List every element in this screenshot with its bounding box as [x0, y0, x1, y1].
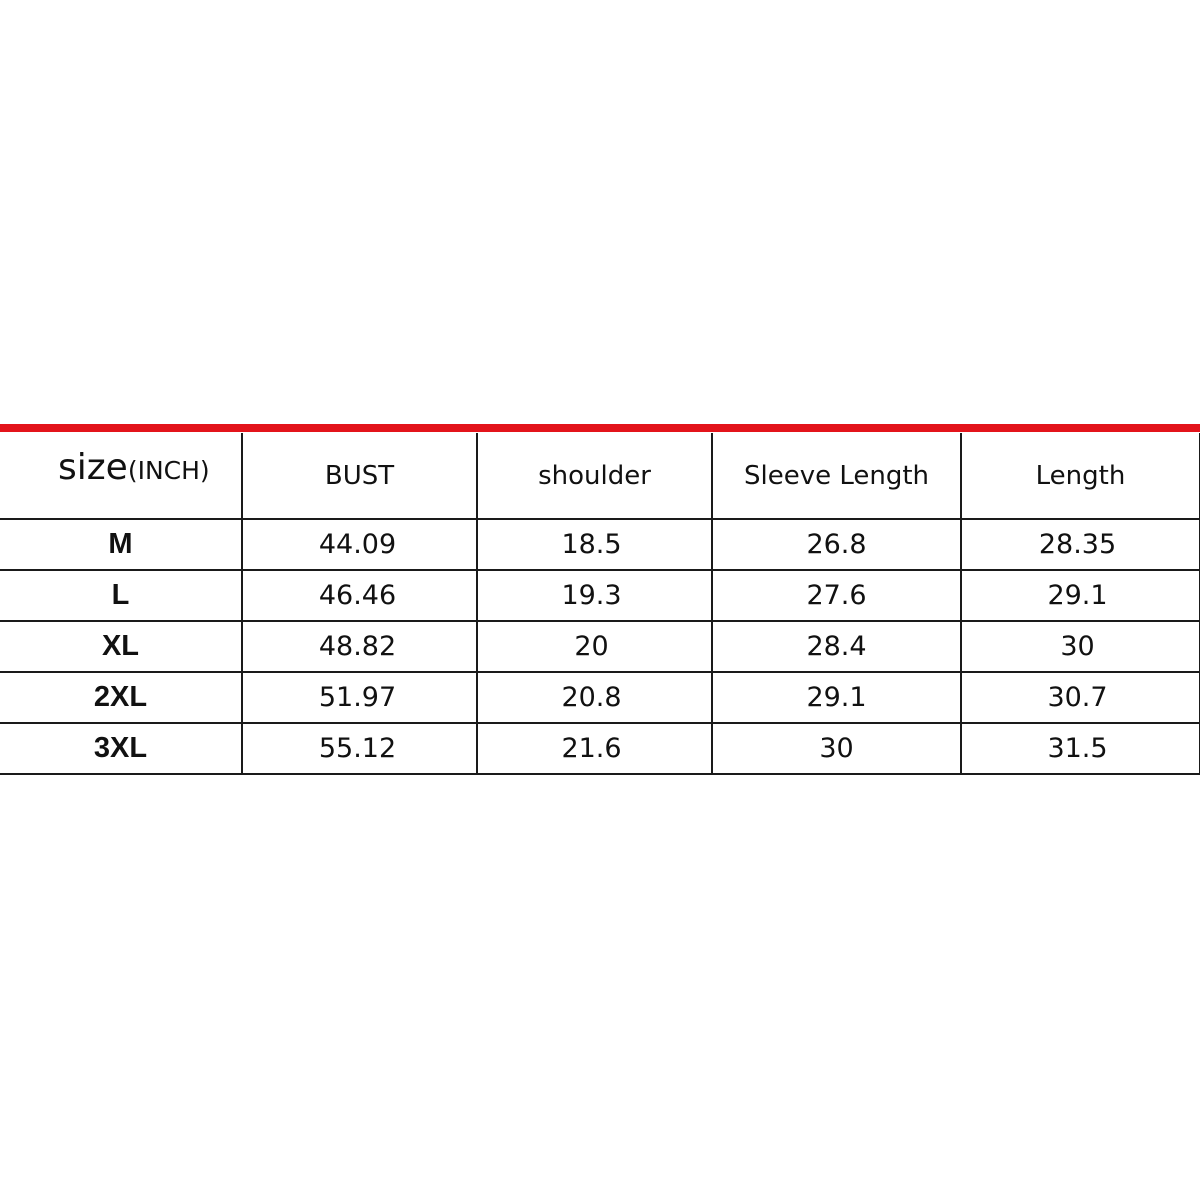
size-cell: L [0, 570, 242, 621]
table-row [0, 519, 1200, 570]
length-cell: 30.7 [961, 672, 1200, 723]
bust-cell: 46.46 [242, 570, 477, 621]
shoulder-cell: 19.3 [477, 570, 712, 621]
sleeve-length-column-header: Sleeve Length [712, 433, 961, 519]
size-cell: 2XL [0, 672, 242, 723]
size-table [0, 433, 1200, 775]
sleeve-length-cell: 29.1 [712, 672, 961, 723]
red-top-rule [0, 424, 1200, 432]
size-cell: M [0, 519, 242, 570]
size-cell: XL [0, 621, 242, 672]
bust-cell: 48.82 [242, 621, 477, 672]
bust-cell: 55.12 [242, 723, 477, 774]
sleeve-length-cell: 30 [712, 723, 961, 774]
length-column-header: Length [961, 433, 1200, 519]
length-cell: 31.5 [961, 723, 1200, 774]
header-row [0, 433, 1200, 519]
shoulder-cell: 20 [477, 621, 712, 672]
unit-label: (INCH) [127, 456, 210, 485]
size-header-label: size [58, 447, 128, 488]
sleeve-length-cell: 26.8 [712, 519, 961, 570]
table-row [0, 723, 1200, 774]
shoulder-cell: 21.6 [477, 723, 712, 774]
table-row [0, 672, 1200, 723]
sleeve-length-cell: 27.6 [712, 570, 961, 621]
shoulder-cell: 20.8 [477, 672, 712, 723]
sleeve-length-cell: 28.4 [712, 621, 961, 672]
length-cell: 30 [961, 621, 1200, 672]
length-cell: 29.1 [961, 570, 1200, 621]
shoulder-column-header: shoulder [477, 433, 712, 519]
size-cell: 3XL [0, 723, 242, 774]
length-cell: 28.35 [961, 519, 1200, 570]
size-column-header [0, 433, 242, 519]
table-row [0, 570, 1200, 621]
bust-cell: 44.09 [242, 519, 477, 570]
size-chart [0, 424, 1200, 778]
shoulder-cell: 18.5 [477, 519, 712, 570]
bust-cell: 51.97 [242, 672, 477, 723]
bust-column-header: BUST [242, 433, 477, 519]
table-row [0, 621, 1200, 672]
